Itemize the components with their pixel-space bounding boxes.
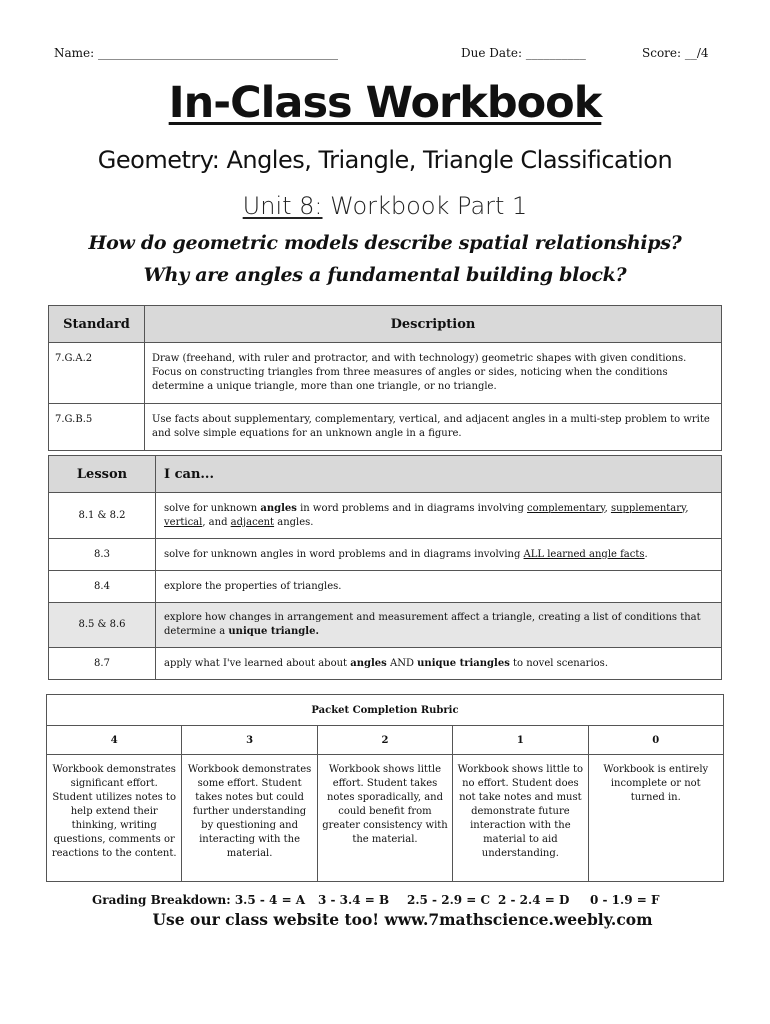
grade-c: 2.5 - 2.9 = C [407,893,491,907]
standard-description: Draw (freehand, with ruler and protractor, and with technology) geometric shapes with given conditions. Focus on constructing triangles from three measures of angles or sides, noticing when the conditions determine a unique triangle, more than one triangle, or no triangle. [145,343,722,404]
grade-a: Grading Breakdown: 3.5 - 4 = A [92,893,306,907]
page-subtitle: Geometry: Angles, Triangle, Triangle Classification [97,146,673,174]
lesson-goal: explore how changes in arrangement and measurement affect a triangle, creating a list of conditions that determine a unique triangle. [156,603,722,648]
grade-b: 3 - 3.4 = B [318,893,390,907]
header-line [54,46,722,66]
unit-prefix: Unit 8: [242,192,323,220]
table-row [49,571,722,603]
unit-rest: Workbook Part 1 [322,192,528,220]
lesson-number: 8.7 [49,648,156,680]
lesson-number: 8.3 [49,539,156,571]
rubric-table [46,694,724,882]
essential-question-1: How do geometric models describe spatial relationships? [88,232,682,254]
essential-question-2: Why are angles a fundamental building block? [143,264,627,286]
rubric-title: Packet Completion Rubric [47,695,724,726]
lesson-goal: solve for unknown angles in word problems and in diagrams involving ALL learned angle facts. [156,539,722,571]
score-label: Score: __/4 [642,46,709,60]
rubric-description: Workbook shows little to no effort. Student does not take notes and must demonstrate future interaction with the material to aid understanding. [453,755,588,882]
rubric-description: Workbook demonstrates significant effort. Student utilizes notes to help extend their thinking, writing questions, comments or reactions to the content. [47,755,182,882]
rubric-score: 3 [182,726,317,755]
rubric-score: 2 [317,726,452,755]
i-can-header: I can... [156,456,722,493]
table-row [49,404,722,451]
standard-header: Standard [49,306,145,343]
rubric-description: Workbook shows little effort. Student takes notes sporadically, and could benefit from greater consistency with the material. [317,755,452,882]
standard-description: Use facts about supplementary, complementary, vertical, and adjacent angles in a multi-step problem to write and solve simple equations for an unknown angle in a figure. [145,404,722,451]
rubric-description: Workbook demonstrates some effort. Student takes notes but could further understanding by questioning and interacting with the material. [182,755,317,882]
rubric-description: Workbook is entirely incomplete or not turned in. [588,755,723,882]
lesson-goal: explore the properties of triangles. [156,571,722,603]
lesson-header: Lesson [49,456,156,493]
lesson-number: 8.5 & 8.6 [49,603,156,648]
unit-line [0,192,770,220]
grade-d: 2 - 2.4 = D [498,893,570,907]
due-date-label: Due Date: __________ [461,46,586,60]
standard-code: 7.G.A.2 [49,343,145,404]
rubric-score: 0 [588,726,723,755]
table-row [49,493,722,539]
grade-f: 0 - 1.9 = F [590,893,660,907]
rubric-score: 4 [47,726,182,755]
lesson-number: 8.1 & 8.2 [49,493,156,539]
table-row [49,539,722,571]
description-header: Description [145,306,722,343]
table-row [49,648,722,680]
rubric-score: 1 [453,726,588,755]
standard-code: 7.G.B.5 [49,404,145,451]
table-row [49,343,722,404]
name-field-label: Name: ________________________________________ [54,46,338,60]
page-title: In-Class Workbook [168,78,602,128]
table-row [49,603,722,648]
lesson-number: 8.4 [49,571,156,603]
lessons-table [48,455,722,680]
lesson-goal: apply what I've learned about about angles AND unique triangles to novel scenarios. [156,648,722,680]
standards-table [48,305,722,451]
class-website-note: Use our class website too! www.7mathscience.weebly.com [152,910,653,929]
lesson-goal: solve for unknown angles in word problems and in diagrams involving complementary, supplementary, vertical, and adjacent angles. [156,493,722,539]
